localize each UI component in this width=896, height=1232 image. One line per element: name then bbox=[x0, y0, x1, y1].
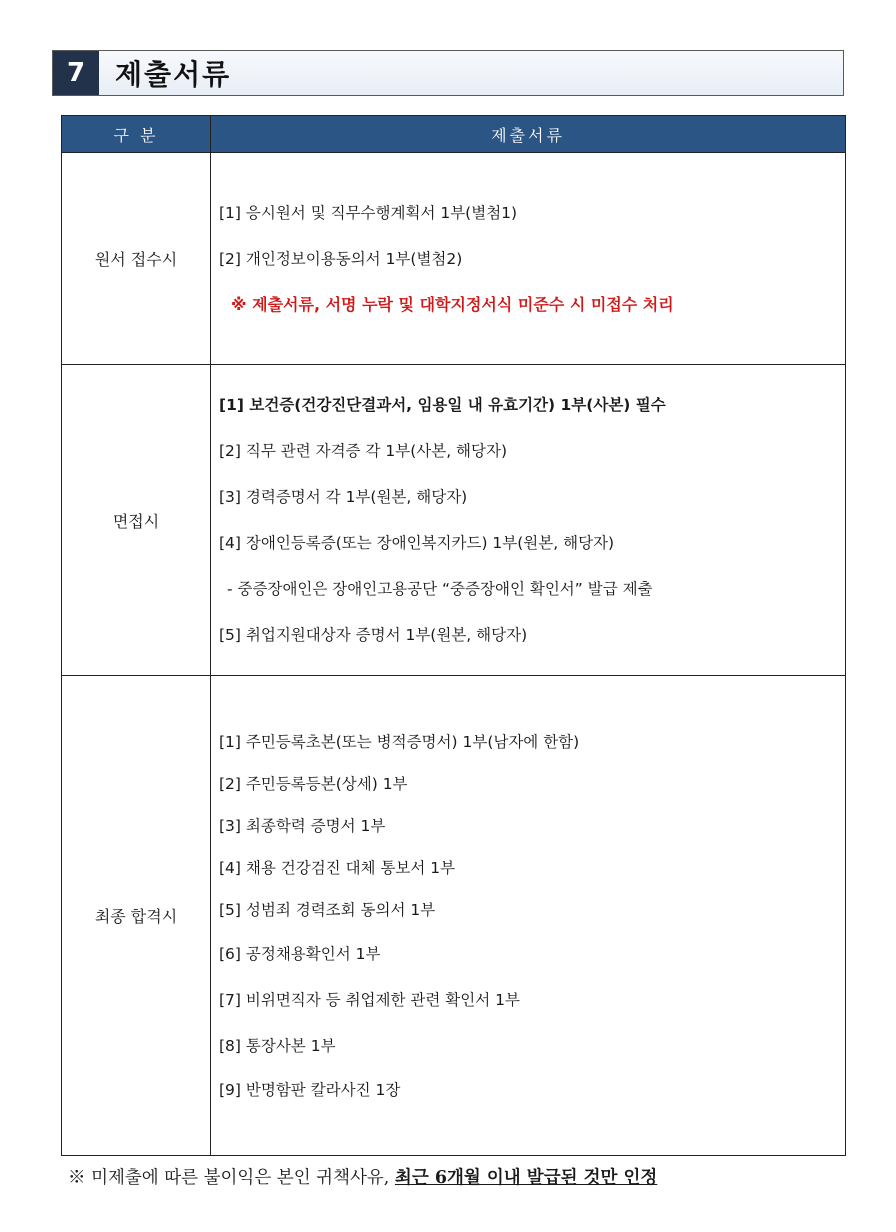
list-item: [2] 개인정보이용동의서 1부(별첨2) bbox=[219, 249, 463, 268]
list-item: [1] 응시원서 및 직무수행계획서 1부(별첨1) bbox=[219, 203, 518, 222]
items-cell bbox=[211, 365, 846, 676]
list-item: [5] 취업지원대상자 증명서 1부(원본, 해당자) bbox=[219, 626, 528, 644]
items-cell bbox=[211, 676, 846, 1156]
list-item: [1] 보건증(건강진단결과서, 임용일 내 유효기간) 1부(사본) 필수 bbox=[219, 396, 666, 414]
table-header-row bbox=[62, 116, 846, 153]
list-item: [6] 공정채용확인서 1부 bbox=[219, 944, 381, 963]
table-row-final bbox=[62, 676, 846, 1156]
list-item: [8] 통장사본 1부 bbox=[219, 1036, 336, 1055]
list-item: [3] 경력증명서 각 1부(원본, 해당자) bbox=[219, 488, 468, 506]
list-item: [4] 채용 건강검진 대체 통보서 1부 bbox=[219, 858, 456, 877]
footnote bbox=[68, 1164, 657, 1189]
section-header bbox=[52, 50, 844, 96]
category-cell: 면접시 bbox=[62, 365, 211, 676]
footnote-emphasis: 최근 6개월 이내 발급된 것만 인정 bbox=[394, 1168, 658, 1188]
list-item: [7] 비위면직자 등 취업제한 관련 확인서 1부 bbox=[219, 990, 520, 1009]
list-item: [3] 최종학력 증명서 1부 bbox=[219, 816, 386, 835]
items-cell bbox=[211, 153, 846, 365]
table-row-interview bbox=[62, 365, 846, 676]
table-row-application bbox=[62, 153, 846, 365]
list-item: [4] 장애인등록증(또는 장애인복지카드) 1부(원본, 해당자) bbox=[219, 534, 615, 552]
footnote-text: ※ 미제출에 따른 불이익은 본인 귀책사유, bbox=[68, 1168, 395, 1188]
list-item: [2] 주민등록등본(상세) 1부 bbox=[219, 774, 408, 793]
section-title: 제출서류 bbox=[115, 58, 232, 91]
header-documents: 제출서류 bbox=[211, 116, 846, 153]
header-category: 구 분 bbox=[62, 116, 211, 153]
list-item-note: - 중증장애인은 장애인고용공단 “중증장애인 확인서” 발급 제출 bbox=[227, 580, 653, 598]
list-item: [9] 반명함판 칼라사진 1장 bbox=[219, 1080, 401, 1099]
category-cell: 원서 접수시 bbox=[62, 153, 211, 365]
list-item: [5] 성범죄 경력조회 동의서 1부 bbox=[219, 900, 436, 919]
list-item: [1] 주민등록초본(또는 병적증명서) 1부(남자에 한함) bbox=[219, 732, 580, 751]
section-number: 7 bbox=[53, 51, 99, 95]
warning-note: ※ 제출서류, 서명 누락 및 대학지정서식 미준수 시 미접수 처리 bbox=[231, 294, 674, 314]
documents-table bbox=[61, 115, 846, 1156]
category-cell: 최종 합격시 bbox=[62, 676, 211, 1156]
list-item: [2] 직무 관련 자격증 각 1부(사본, 해당자) bbox=[219, 442, 508, 460]
